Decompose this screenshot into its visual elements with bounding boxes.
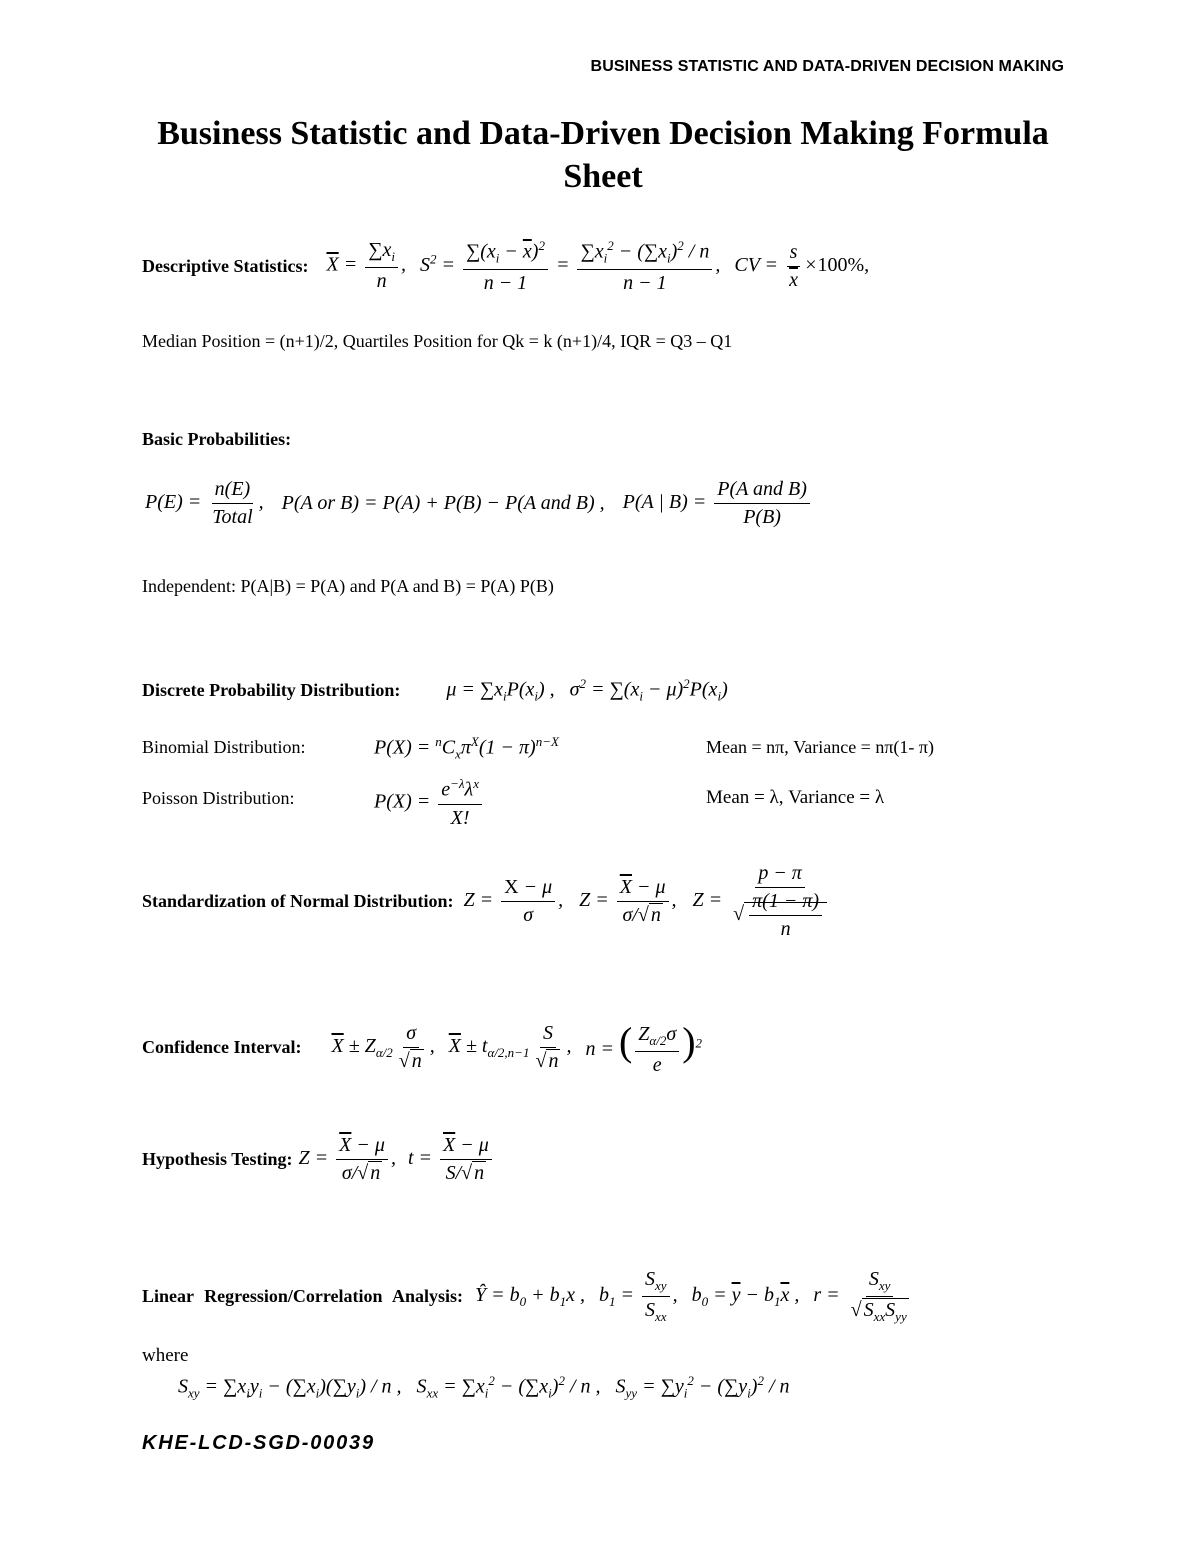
formula-probability-event: P(E) = $\frac{n(E)}{\text{Total}}$ , bbox=[145, 478, 264, 528]
section-label-probability: Basic Probabilities: bbox=[142, 429, 292, 449]
formula-sums-of-squares: $S_{xy} = \sum x_iy_i - (\sum x_i)(\sum y_i) / n$ , $S_{xx} = \sum x_i^2 - (\sum x_i)^2 / n$ , $S_{yy} = \sum y_i^2 - (\sum y_i)^2 / n$ bbox=[178, 1373, 790, 1401]
confidence-interval-block bbox=[142, 1018, 702, 1077]
section-label-hypothesis: Hypothesis Testing: bbox=[142, 1149, 293, 1169]
poisson-mean-variance: Mean = λ, Variance = λ bbox=[706, 787, 885, 808]
section-label-normal: Standardization of Normal Distribution: bbox=[142, 891, 454, 911]
independent-line: Independent: P(A|B) = P(A) and P(A and B) = P(A) P(B) bbox=[142, 576, 554, 596]
formula-binomial: $P(X) = ^nC_x\pi^X(1 - \pi)^{n-X}$ bbox=[374, 734, 559, 762]
formula-ci-z: $\overline{X} \pm Z_{\alpha/2}$ $\frac{\sigma}{√ n}$ , bbox=[331, 1022, 435, 1073]
where-label: where bbox=[142, 1345, 189, 1366]
section-label-regression: Linear Regression/Correlation Analysis: bbox=[142, 1286, 464, 1306]
document-code: KHE-LCD-SGD-00039 bbox=[142, 1432, 375, 1454]
binomial-mean-variance: Mean = nπ, Variance = nπ(1- π) bbox=[706, 737, 934, 757]
descriptive-statistics-block bbox=[142, 238, 869, 295]
regression-block bbox=[142, 1268, 915, 1325]
section-label-confidence: Confidence Interval: bbox=[142, 1037, 302, 1058]
formula-sample-size: n = ( $\frac{Z_{\alpha/2}\sigma}{e}$ )$^2$ bbox=[585, 1019, 703, 1077]
poisson-label: Poisson Distribution: bbox=[142, 788, 295, 808]
formula-z-sample-mean: Z = $\frac{\overline{X} - \mu}{\sigma/√ n}$ , bbox=[579, 876, 677, 926]
formula-variance: $S^2$ = $\frac{\sum(x_i - \overline{x})^2}{n - 1}$ = $\frac{\sum x_i^2 - (\sum x_i)^2 / n}{n - 1}$ , bbox=[419, 238, 721, 294]
formula-slope: $b_1$ = $\frac{S_{xy}}{S_{xx}}$ , bbox=[599, 1268, 678, 1324]
formula-conditional-probability: P(A | B) = $\frac{\text{P(A and B)}}{P(B)}$ bbox=[623, 478, 813, 529]
formula-z-proportion: Z = p − π √ $\frac{\pi(1 - \pi)}{n}$ bbox=[693, 862, 833, 941]
discrete-distribution-block bbox=[142, 676, 728, 705]
formula-regression-line: Ŷ = $b_0 + b_1x$ , bbox=[475, 1283, 586, 1309]
formula-poisson: P(X) = $\frac{e^{-\lambda}\lambda^x}{X!}$ bbox=[374, 776, 485, 830]
formula-ci-t: $\overline{X} \pm t_{\alpha/2,n-1}$ $\frac{S}{√ n}$ , bbox=[448, 1022, 572, 1073]
binomial-label: Binomial Distribution: bbox=[142, 737, 306, 757]
formula-hypothesis-t: t = $\frac{\overline{X} - \mu}{S/√ n}$ bbox=[408, 1134, 495, 1185]
probability-formulas bbox=[145, 478, 813, 529]
running-header: BUSINESS STATISTIC AND DATA-DRIVEN DECISION MAKING bbox=[590, 58, 1064, 75]
median-quartile-line: Median Position = (n+1)/2, Quartiles Position for Qk = k (n+1)/4, IQR = Q3 – Q1 bbox=[142, 331, 733, 351]
section-label-discrete: Discrete Probability Distribution: bbox=[142, 679, 401, 700]
formula-coefficient-of-variation: CV = $\frac{s}{x}$ ×100%, bbox=[734, 240, 870, 291]
formula-mean: $\overline{X}$ = $\frac{\sum x_i}{n}$ , bbox=[326, 239, 406, 293]
formula-discrete-mean-variance: $\mu = \sum x_iP(x_i)$ , $\sigma^2 = \sum(x_i - \mu)^2P(x_i)$ bbox=[446, 676, 728, 704]
section-label-descriptive: Descriptive Statistics: bbox=[142, 255, 309, 276]
normal-standardization-block bbox=[142, 862, 833, 941]
formula-correlation: r = $\frac{S_{xy}}{√ S_{xx}S_{yy}}$ bbox=[813, 1268, 907, 1324]
document-title: Business Statistic and Data-Driven Decision Making Formula Sheet bbox=[157, 115, 1049, 195]
formula-addition-rule: P(A or B) = P(A) + P(B) − P(A and B) , bbox=[281, 492, 605, 514]
formula-z-score: Z = $\frac{X - \mu}{\sigma}$ , bbox=[463, 876, 564, 926]
formula-intercept: $b_0 = \overline{y} - b_1\overline{x}$ , bbox=[691, 1283, 800, 1309]
hypothesis-testing-block bbox=[142, 1134, 495, 1185]
formula-hypothesis-z: Z = $\frac{\overline{X} - \mu}{\sigma/√ n}$ , bbox=[298, 1134, 396, 1184]
